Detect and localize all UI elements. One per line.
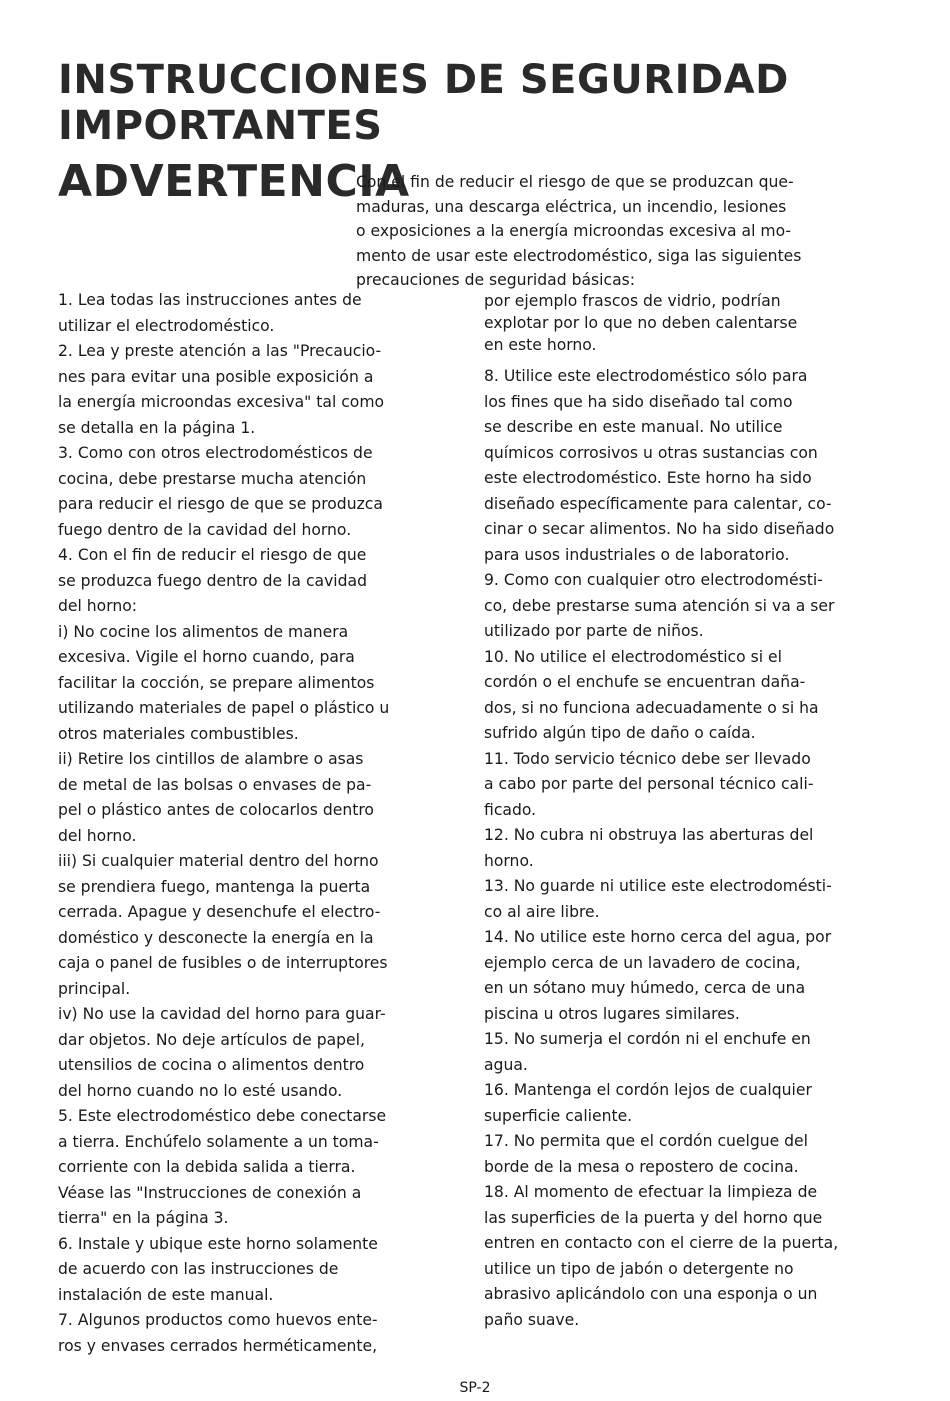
- right-column: [484, 290, 904, 1333]
- text-line: la energía microondas excesiva" tal como: [58, 393, 385, 411]
- text-line: del horno.: [58, 826, 137, 845]
- page-title-line-2: IMPORTANTES: [58, 103, 383, 149]
- text-line: co, debe prestarse suma atención si va a ser: [484, 596, 835, 615]
- text-line: diseñado específicamente para calentar, co-: [484, 494, 832, 513]
- text-line: piscina u otros lugares similares.: [484, 1004, 740, 1023]
- text-line: de metal de las bolsas o envases de pa-: [58, 775, 372, 794]
- text-line: 7. Algunos productos como huevos ente-: [58, 1311, 378, 1329]
- text-line: se prendiera fuego, mantenga la puerta: [58, 877, 371, 896]
- page-title-line-1: INSTRUCCIONES DE SEGURIDAD: [58, 57, 789, 103]
- text-line: corriente con la debida salida a tierra.: [58, 1158, 356, 1176]
- text-line: 9. Como con cualquier otro electrodomésti-: [484, 571, 823, 589]
- text-line: i) No cocine los alimentos de manera: [58, 622, 349, 641]
- text-line: químicos corrosivos u otras sustancias con: [484, 443, 818, 462]
- text-line: instalación de este manual.: [58, 1285, 274, 1304]
- text-line: iv) No use la cavidad del horno para guar-: [58, 1005, 386, 1023]
- text-line: cerrada. Apague y desenchufe el electro-: [58, 903, 381, 921]
- text-line: horno.: [484, 851, 534, 870]
- intro-line: o exposiciones a la energía microondas excesiva al mo-: [356, 222, 792, 241]
- text-line: 17. No permita que el cordón cuelgue del: [484, 1132, 808, 1150]
- text-line: tierra" en la página 3.: [58, 1209, 229, 1227]
- text-line: utilizar el electrodoméstico.: [58, 316, 275, 335]
- text-line: a cabo por parte del personal técnico cali-: [484, 775, 814, 793]
- text-line: dos, si no funciona adecuadamente o si ha: [484, 698, 819, 717]
- text-line: 5. Este electrodoméstico debe conectarse: [58, 1107, 387, 1125]
- text-line: cocina, debe prestarse mucha atención: [58, 469, 367, 488]
- text-line: 10. No utilice el electrodoméstico si el: [484, 647, 782, 666]
- text-line: ros y envases cerrados herméticamente,: [58, 1336, 378, 1355]
- text-line: entren en contacto con el cierre de la puerta,: [484, 1234, 839, 1252]
- text-line: abrasivo aplicándolo con una esponja o un: [484, 1285, 818, 1303]
- text-line: ejemplo cerca de un lavadero de cocina,: [484, 953, 801, 972]
- text-line: en este horno.: [484, 336, 597, 354]
- text-line: doméstico y desconecte la energía en la: [58, 928, 374, 947]
- text-line: por ejemplo frascos de vidrio, podrían: [484, 292, 781, 310]
- text-line: Véase las "Instrucciones de conexión a: [58, 1183, 362, 1202]
- intro-line: precauciones de seguridad básicas:: [356, 271, 635, 290]
- text-line: 15. No sumerja el cordón ni el enchufe en: [484, 1030, 811, 1048]
- text-line: explotar por lo que no deben calentarse: [484, 314, 798, 332]
- text-line: a tierra. Enchúfelo solamente a un toma-: [58, 1132, 379, 1151]
- text-line: caja o panel de fusibles o de interruptores: [58, 954, 388, 972]
- text-line: en un sótano muy húmedo, cerca de una: [484, 979, 806, 997]
- text-line: se produzca fuego dentro de la cavidad: [58, 571, 367, 590]
- text-line: del horno:: [58, 597, 138, 615]
- intro-paragraph: [356, 170, 856, 293]
- spacer: [484, 356, 904, 364]
- text-line: nes para evitar una posible exposición a: [58, 367, 374, 386]
- intro-line: Con el fin de reducir el riesgo de que se produzcan que-: [356, 173, 794, 191]
- warning-heading: ADVERTENCIA: [58, 156, 410, 207]
- text-line: 12. No cubra ni obstruya las aberturas del: [484, 826, 814, 844]
- text-line: principal.: [58, 979, 131, 998]
- text-line: del horno cuando no lo esté usando.: [58, 1081, 343, 1100]
- text-line: fuego dentro de la cavidad del horno.: [58, 520, 352, 539]
- item-7-continuation: [484, 290, 904, 356]
- text-line: co al aire libre.: [484, 902, 600, 921]
- text-line: 11. Todo servicio técnico debe ser llevado: [484, 749, 811, 768]
- text-line: dar objetos. No deje artículos de papel,: [58, 1030, 365, 1049]
- text-line: se describe en este manual. No utilice: [484, 418, 783, 436]
- text-line: este electrodoméstico. Este horno ha sido: [484, 469, 812, 487]
- intro-line: maduras, una descarga eléctrica, un incendio, lesiones: [356, 197, 787, 216]
- text-line: utilice un tipo de jabón o detergente no: [484, 1259, 794, 1278]
- text-line: 4. Con el fin de reducir el riesgo de que: [58, 546, 367, 564]
- page-number: SP-2: [459, 1380, 491, 1396]
- text-line: 8. Utilice este electrodoméstico sólo para: [484, 367, 808, 385]
- text-line: los fines que ha sido diseñado tal como: [484, 392, 793, 411]
- text-line: utensilios de cocina o alimentos dentro: [58, 1056, 365, 1074]
- text-line: iii) Si cualquier material dentro del horno: [58, 852, 379, 870]
- text-line: ficado.: [484, 800, 537, 819]
- text-line: 18. Al momento de efectuar la limpieza de: [484, 1183, 818, 1201]
- text-line: para reducir el riesgo de que se produzca: [58, 495, 383, 513]
- text-line: utilizado por parte de niños.: [484, 622, 704, 640]
- text-line: utilizando materiales de papel o plástico u: [58, 699, 390, 717]
- text-line: 3. Como con otros electrodomésticos de: [58, 444, 373, 462]
- text-line: borde de la mesa o repostero de cocina.: [484, 1157, 799, 1176]
- text-line: 14. No utilice este horno cerca del agua, por: [484, 928, 832, 946]
- text-line: 2. Lea y preste atención a las "Precaucio-: [58, 342, 382, 360]
- text-line: excesiva. Vigile el horno cuando, para: [58, 648, 355, 666]
- text-line: agua.: [484, 1055, 528, 1074]
- text-line: de acuerdo con las instrucciones de: [58, 1260, 339, 1278]
- text-line: las superficies de la puerta y del horno que: [484, 1208, 823, 1227]
- text-line: 16. Mantenga el cordón lejos de cualquier: [484, 1081, 812, 1099]
- text-line: ii) Retire los cintillos de alambre o asas: [58, 750, 364, 768]
- text-line: sufrido algún tipo de daño o caída.: [484, 724, 756, 742]
- text-line: 1. Lea todas las instrucciones antes de: [58, 291, 362, 309]
- intro-line: mento de usar este electrodoméstico, siga las siguientes: [356, 246, 802, 265]
- text-line: para usos industriales o de laboratorio.: [484, 545, 790, 564]
- text-line: cinar o secar alimentos. No ha sido diseñado: [484, 520, 835, 538]
- text-line: paño suave.: [484, 1310, 580, 1329]
- text-line: facilitar la cocción, se prepare alimentos: [58, 673, 375, 692]
- text-line: se detalla en la página 1.: [58, 418, 256, 437]
- left-column: [58, 288, 458, 1359]
- text-line: otros materiales combustibles.: [58, 724, 299, 743]
- text-line: superficie caliente.: [484, 1106, 633, 1125]
- text-line: 13. No guarde ni utilice este electrodomésti-: [484, 877, 832, 895]
- text-line: cordón o el enchufe se encuentran daña-: [484, 673, 806, 691]
- text-line: 6. Instale y ubique este horno solamente: [58, 1234, 378, 1253]
- text-line: pel o plástico antes de colocarlos dentro: [58, 801, 374, 819]
